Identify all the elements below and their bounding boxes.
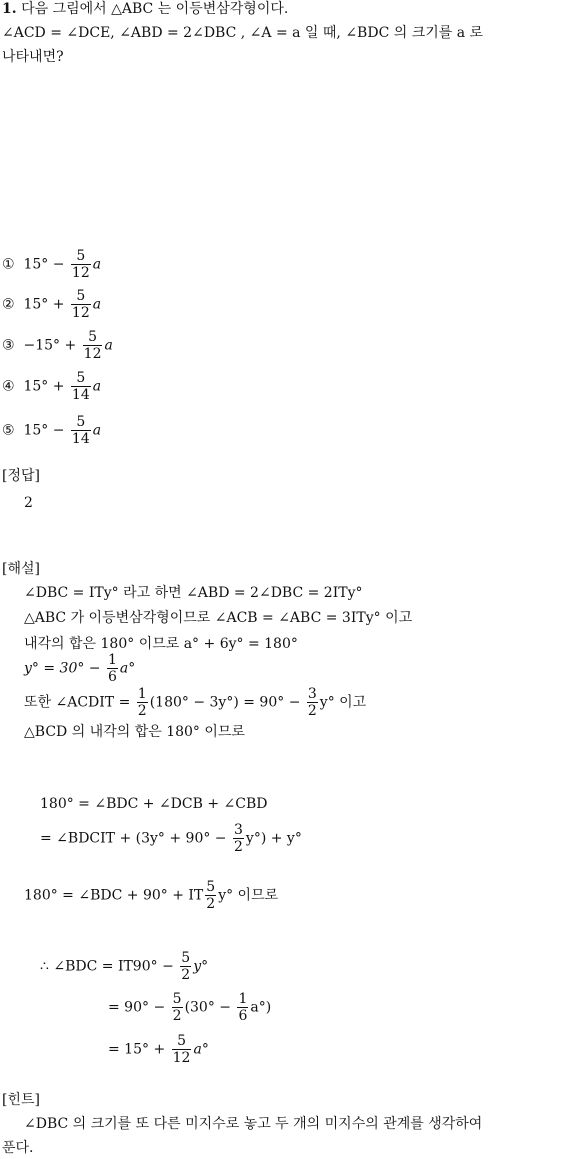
choice-marker: ③ — [2, 337, 15, 354]
choice-fraction: $\frac{5}{12}$ — [83, 329, 102, 362]
explanation-label: [해설] — [2, 561, 40, 577]
fraction: $\frac{1}{2}$ — [137, 686, 147, 719]
fraction: $\frac{5}{2}$ — [172, 991, 182, 1024]
explanation-line-1: ∠DBC = ITy° 라고 하면 ∠ABD = 2∠DBC = 2ITy° — [24, 585, 363, 601]
fraction: $\frac{5}{2}$ — [206, 879, 216, 912]
choice-pre: 15° − — [23, 422, 65, 439]
question-text-2: ∠ACD = ∠DCE, ∠ABD = 2∠DBC , ∠A = a 일 때, ∠BDC 의 크기를 a 로 — [2, 25, 484, 41]
fraction: $\frac{1}{6}$ — [238, 991, 248, 1024]
question-line-1 — [2, 0, 288, 20]
choice-var: a — [92, 378, 102, 395]
explanation-line-4: y° = 30° − $\frac{1}{6}$ a° — [24, 652, 136, 685]
fraction: $\frac{1}{6}$ — [108, 652, 117, 685]
choice-marker: ② — [2, 296, 15, 313]
final-2: = 90° − $\frac{5}{2}$ (30° − $\frac{1}{6}$ a°) — [108, 991, 272, 1024]
choice-fraction: $\frac{5}{14}$ — [71, 414, 90, 447]
choice-4[interactable] — [2, 370, 101, 403]
hint-label: [힌트] — [2, 1092, 40, 1108]
choice-2[interactable] — [2, 288, 101, 321]
choice-fraction: $\frac{5}{12}$ — [71, 288, 90, 321]
final-1: ∴ ∠BDC = IT90° − $\frac{5}{2}$ y° — [40, 950, 209, 983]
answer-label: [정답] — [2, 468, 40, 484]
choice-var: a — [104, 337, 113, 354]
choice-pre: 15° + — [23, 378, 65, 395]
choice-var: a — [92, 422, 102, 439]
choice-5[interactable] — [2, 414, 101, 447]
fraction: $\frac{3}{2}$ — [234, 822, 243, 855]
choice-marker: ④ — [2, 378, 15, 395]
fraction: $\frac{3}{2}$ — [307, 686, 317, 719]
equation-3: 180° = ∠BDC + 90° + IT $\frac{5}{2}$ y° 이므로 — [24, 879, 279, 912]
explanation-line-2: △ABC 가 이등변삼각형이므로 ∠ACB = ∠ABC = 3ITy° 이고 — [24, 610, 413, 626]
fraction: $\frac{5}{12}$ — [172, 1033, 191, 1066]
question-text-3: 나타내면? — [2, 49, 64, 65]
explanation-line-3: 내각의 합은 180° 이므로 a° + 6y° = 180° — [24, 636, 298, 652]
choice-var: a — [92, 256, 102, 273]
choice-pre: 15° + — [23, 296, 65, 313]
final-3: = 15° + $\frac{5}{12}$ a° — [108, 1033, 209, 1066]
choice-pre: −15° + — [23, 337, 77, 354]
choice-fraction: $\frac{5}{12}$ — [71, 248, 90, 281]
fraction: $\frac{5}{2}$ — [181, 950, 191, 983]
choice-1[interactable] — [2, 248, 101, 281]
choice-fraction: $\frac{5}{14}$ — [71, 370, 90, 403]
hint-line-2: 푼다. — [2, 1140, 34, 1156]
answer-value: 2 — [24, 495, 33, 511]
choice-var: a — [92, 296, 102, 313]
choice-pre: 15° − — [23, 256, 65, 273]
explanation-line-5: 또한 ∠ACDIT = $\frac{1}{2}$ (180° − 3y°) = 90° − $\frac{3}{2}$ y° 이고 — [24, 686, 367, 719]
choice-marker: ⑤ — [2, 422, 15, 439]
question-number: 1. — [2, 1, 17, 17]
choice-marker: ① — [2, 256, 15, 273]
equation-2: = ∠BDCIT + (3y° + 90° − $\frac{3}{2}$ y°) + y° — [40, 822, 302, 855]
hint-line-1: ∠DBC 의 크기를 또 다른 미지수로 놓고 두 개의 미지수의 관계를 생각하여 — [24, 1116, 483, 1132]
choice-3[interactable] — [2, 329, 113, 362]
question-text-1: 다음 그림에서 △ABC 는 이등변삼각형이다. — [21, 1, 289, 17]
equation-1: 180° = ∠BDC + ∠DCB + ∠CBD — [40, 796, 268, 812]
explanation-line-6: △BCD 의 내각의 합은 180° 이므로 — [24, 724, 245, 740]
